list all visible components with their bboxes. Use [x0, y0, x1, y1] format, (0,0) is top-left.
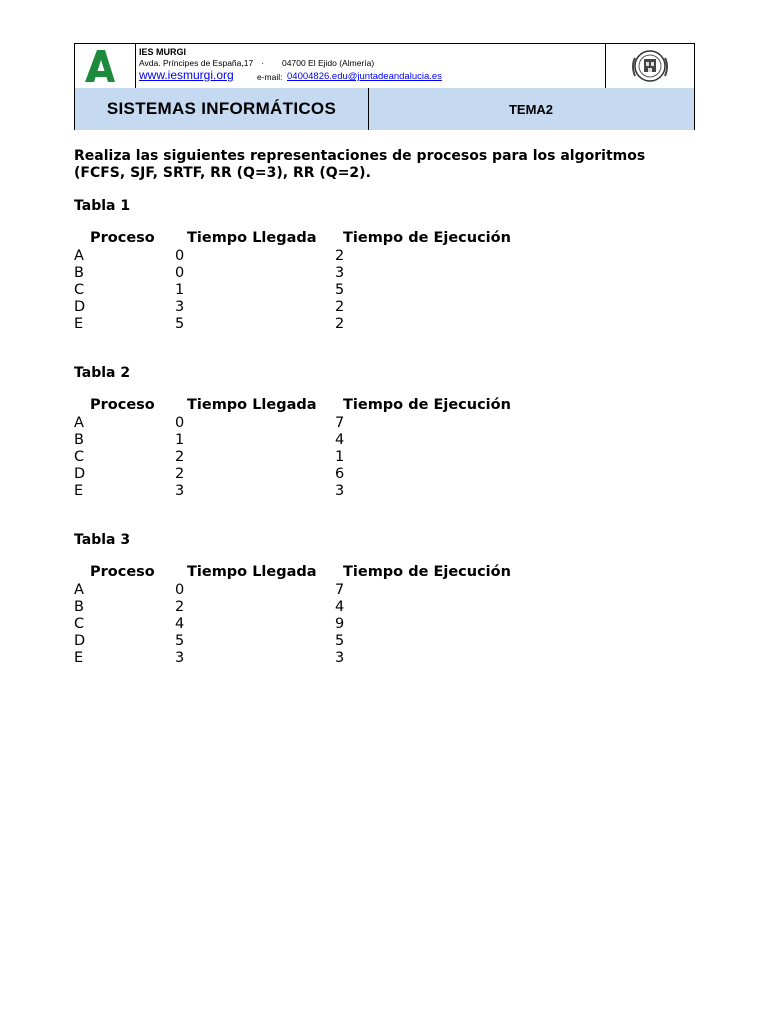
document-header — [74, 43, 695, 130]
table-row — [74, 466, 574, 483]
table-cell: 0 — [175, 582, 185, 598]
junta-andalucia-logo-icon — [75, 44, 135, 88]
school-seal-cell — [605, 44, 695, 88]
school-name: IES MURGI — [139, 47, 187, 57]
table-row — [74, 248, 574, 265]
school-website-link[interactable]: www.iesmurgi.org — [139, 68, 234, 82]
column-header: Proceso — [90, 230, 155, 246]
column-header: Proceso — [90, 397, 155, 413]
instructions-text: Realiza las siguientes representaciones de procesos para los algoritmos (FCFS, SJF, SRTF, RR (Q=3), RR (Q=2). — [74, 148, 646, 181]
table-row — [74, 432, 574, 449]
table-cell: E — [74, 483, 84, 499]
table-cell: 9 — [335, 616, 345, 632]
table-cell: C — [74, 449, 85, 465]
school-email-link[interactable]: 04004826.edu@juntadeandalucia.es — [287, 71, 442, 82]
table-cell: 4 — [335, 599, 345, 615]
header-title-band — [75, 88, 694, 130]
column-header: Tiempo de Ejecución — [343, 397, 511, 413]
table-cell: 2 — [335, 248, 345, 264]
table-cell: 5 — [335, 282, 345, 298]
table-cell: 3 — [335, 650, 345, 666]
table-cell: 7 — [335, 415, 345, 431]
table-cell: 3 — [335, 265, 345, 281]
table-row — [74, 616, 574, 633]
table-cell: 0 — [175, 248, 185, 264]
table-cell: 2 — [175, 599, 185, 615]
table-row — [74, 650, 574, 667]
column-header: Proceso — [90, 564, 155, 580]
table-cell: 4 — [335, 432, 345, 448]
table-row — [74, 449, 574, 466]
table-title: Tabla 1 — [74, 198, 131, 214]
table-cell: 3 — [335, 483, 345, 499]
table-title: Tabla 3 — [74, 532, 131, 548]
table-cell: D — [74, 466, 86, 482]
table-cell: 1 — [335, 449, 345, 465]
table-cell: D — [74, 299, 86, 315]
table-header-row — [74, 564, 574, 582]
table-cell: B — [74, 599, 84, 615]
column-header: Tiempo Llegada — [187, 397, 317, 413]
table-cell: B — [74, 432, 84, 448]
street-address: Avda. Príncipes de España,17 — [139, 58, 254, 68]
table-cell: E — [74, 650, 84, 666]
table-cell: 5 — [335, 633, 345, 649]
table-cell: 3 — [175, 299, 185, 315]
table-cell: 2 — [175, 466, 185, 482]
junta-logo-cell — [75, 44, 136, 88]
address-separator: · — [261, 58, 265, 68]
header-top-row — [75, 44, 694, 89]
subject-title: SISTEMAS INFORMÁTICOS — [75, 88, 369, 130]
column-header: Tiempo de Ejecución — [343, 230, 511, 246]
table-cell: 0 — [175, 265, 185, 281]
table-row — [74, 415, 574, 432]
table-cell: C — [74, 616, 85, 632]
table-header-row — [74, 397, 574, 415]
table-cell: E — [74, 316, 84, 332]
table-cell: D — [74, 633, 86, 649]
column-header: Tiempo Llegada — [187, 564, 317, 580]
email-label: e-mail: — [257, 72, 283, 82]
table-row — [74, 282, 574, 299]
table-cell: 3 — [175, 650, 185, 666]
table-cell: 5 — [175, 633, 185, 649]
school-address — [139, 58, 374, 68]
table-cell: A — [74, 582, 84, 598]
table-cell: 2 — [335, 316, 345, 332]
table-row — [74, 316, 574, 333]
table-cell: A — [74, 248, 84, 264]
table-cell: 4 — [175, 616, 185, 632]
school-seal-icon — [605, 44, 695, 88]
table-cell: A — [74, 415, 84, 431]
column-header: Tiempo de Ejecución — [343, 564, 511, 580]
table-cell: 3 — [175, 483, 185, 499]
column-header: Tiempo Llegada — [187, 230, 317, 246]
table-row — [74, 582, 574, 599]
table-cell: 7 — [335, 582, 345, 598]
table-row — [74, 265, 574, 282]
school-info — [135, 44, 606, 88]
table-cell: 0 — [175, 415, 185, 431]
table-row — [74, 483, 574, 500]
table-row — [74, 299, 574, 316]
topic-title: TEMA2 — [508, 101, 554, 117]
table-header-row — [74, 230, 574, 248]
table-row — [74, 633, 574, 650]
table-title: Tabla 2 — [74, 365, 131, 381]
table-cell: 5 — [175, 316, 185, 332]
table-cell: 1 — [175, 282, 185, 298]
table-cell: 2 — [175, 449, 185, 465]
table-cell: B — [74, 265, 84, 281]
table-cell: 6 — [335, 466, 345, 482]
table-cell: 1 — [175, 432, 185, 448]
city-address: 04700 El Ejido (Almería) — [282, 58, 375, 68]
table-row — [74, 599, 574, 616]
table-cell: C — [74, 282, 85, 298]
table-cell: 2 — [335, 299, 345, 315]
